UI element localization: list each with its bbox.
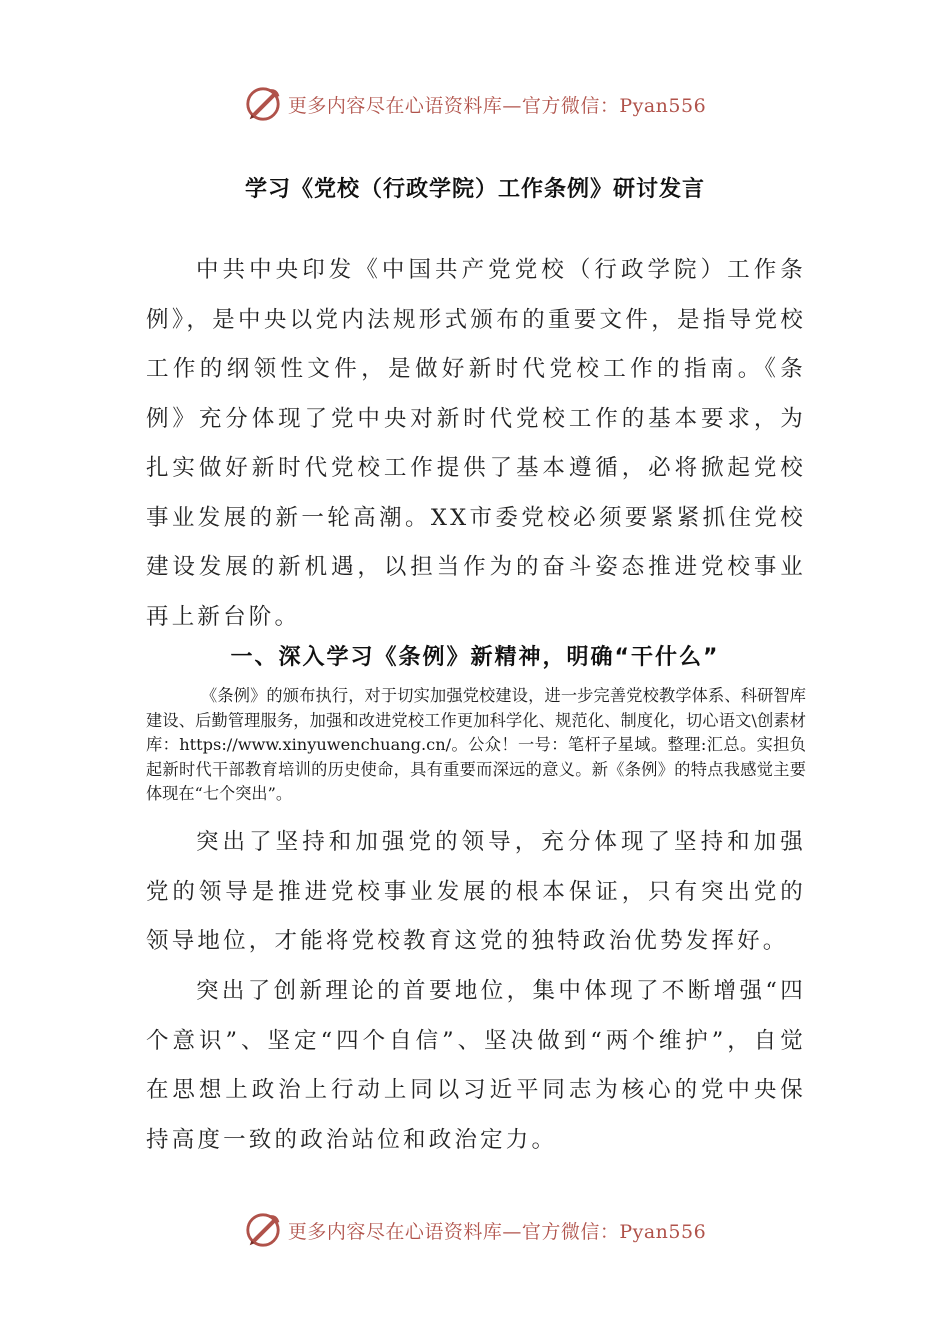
banner-content xyxy=(244,85,706,123)
section-small-block xyxy=(146,684,806,807)
intro-block xyxy=(146,246,806,642)
banner-text: 更多内容尽在心语资料库—官方微信：Pyan556 xyxy=(287,1220,707,1243)
body-paragraph: 突出了坚持和加强党的领导，充分体现了坚持和加强党的领导是推进党校事业发展的根本保证，只有突出党的领导地位，才能将党校教育这党的独特政治优势发挥好。 xyxy=(146,829,806,954)
section-small-paragraph: 《条例》的颁布执行，对于切实加强党校建设，进一步完善党校教学体系、科研智库建设、后勤管理服务，加强和改进党校工作更加科学化、规范化、制度化，切心语文\创素材库：https://www.xinyuwenchuang.cn/。公众！一号：笔杆子星域。整理:汇总。实担负起新时代干部教育培训的历史使命，具有重要而深远的意义。新《条例》的特点我感觉主要体现在“七个突出”。 xyxy=(146,686,806,803)
intro-paragraph: 中共中央印发《中国共产党党校（行政学院）工作条例》，是中央以党内法规形式颁布的重要文件，是指导党校工作的纲领性文件，是做好新时代党校工作的指南。《条例》充分体现了党中央对新时代党校工作的基本要求，为扎实做好新时代党校工作提供了基本遵循，必将掀起党校事业发展的新一轮高潮。XX市委党校必须要紧紧抓住党校建设发展的新机遇，以担当作为的奋斗姿态推进党校事业再上新台阶。 xyxy=(146,257,806,630)
pen-logo-icon xyxy=(244,85,282,123)
section-heading: 一、深入学习《条例》新精神，明确“干什么” xyxy=(230,645,720,670)
pen-logo-icon xyxy=(244,1211,282,1249)
para2-block xyxy=(146,818,806,967)
banner-content xyxy=(244,1211,706,1249)
para3-block xyxy=(146,967,806,1165)
document-title: 学习《党校（行政学院）工作条例》研讨发言 xyxy=(244,177,705,202)
header-banner xyxy=(0,82,950,126)
footer-banner xyxy=(0,1208,950,1252)
body-paragraph: 突出了创新理论的首要地位，集中体现了不断增强“四个意识”、坚定“四个自信”、坚决做到“两个维护”，自觉在思想上政治上行动上同以习近平同志为核心的党中央保持高度一致的政治站位和政治定力。 xyxy=(146,978,806,1153)
banner-text: 更多内容尽在心语资料库—官方微信：Pyan556 xyxy=(287,94,707,117)
